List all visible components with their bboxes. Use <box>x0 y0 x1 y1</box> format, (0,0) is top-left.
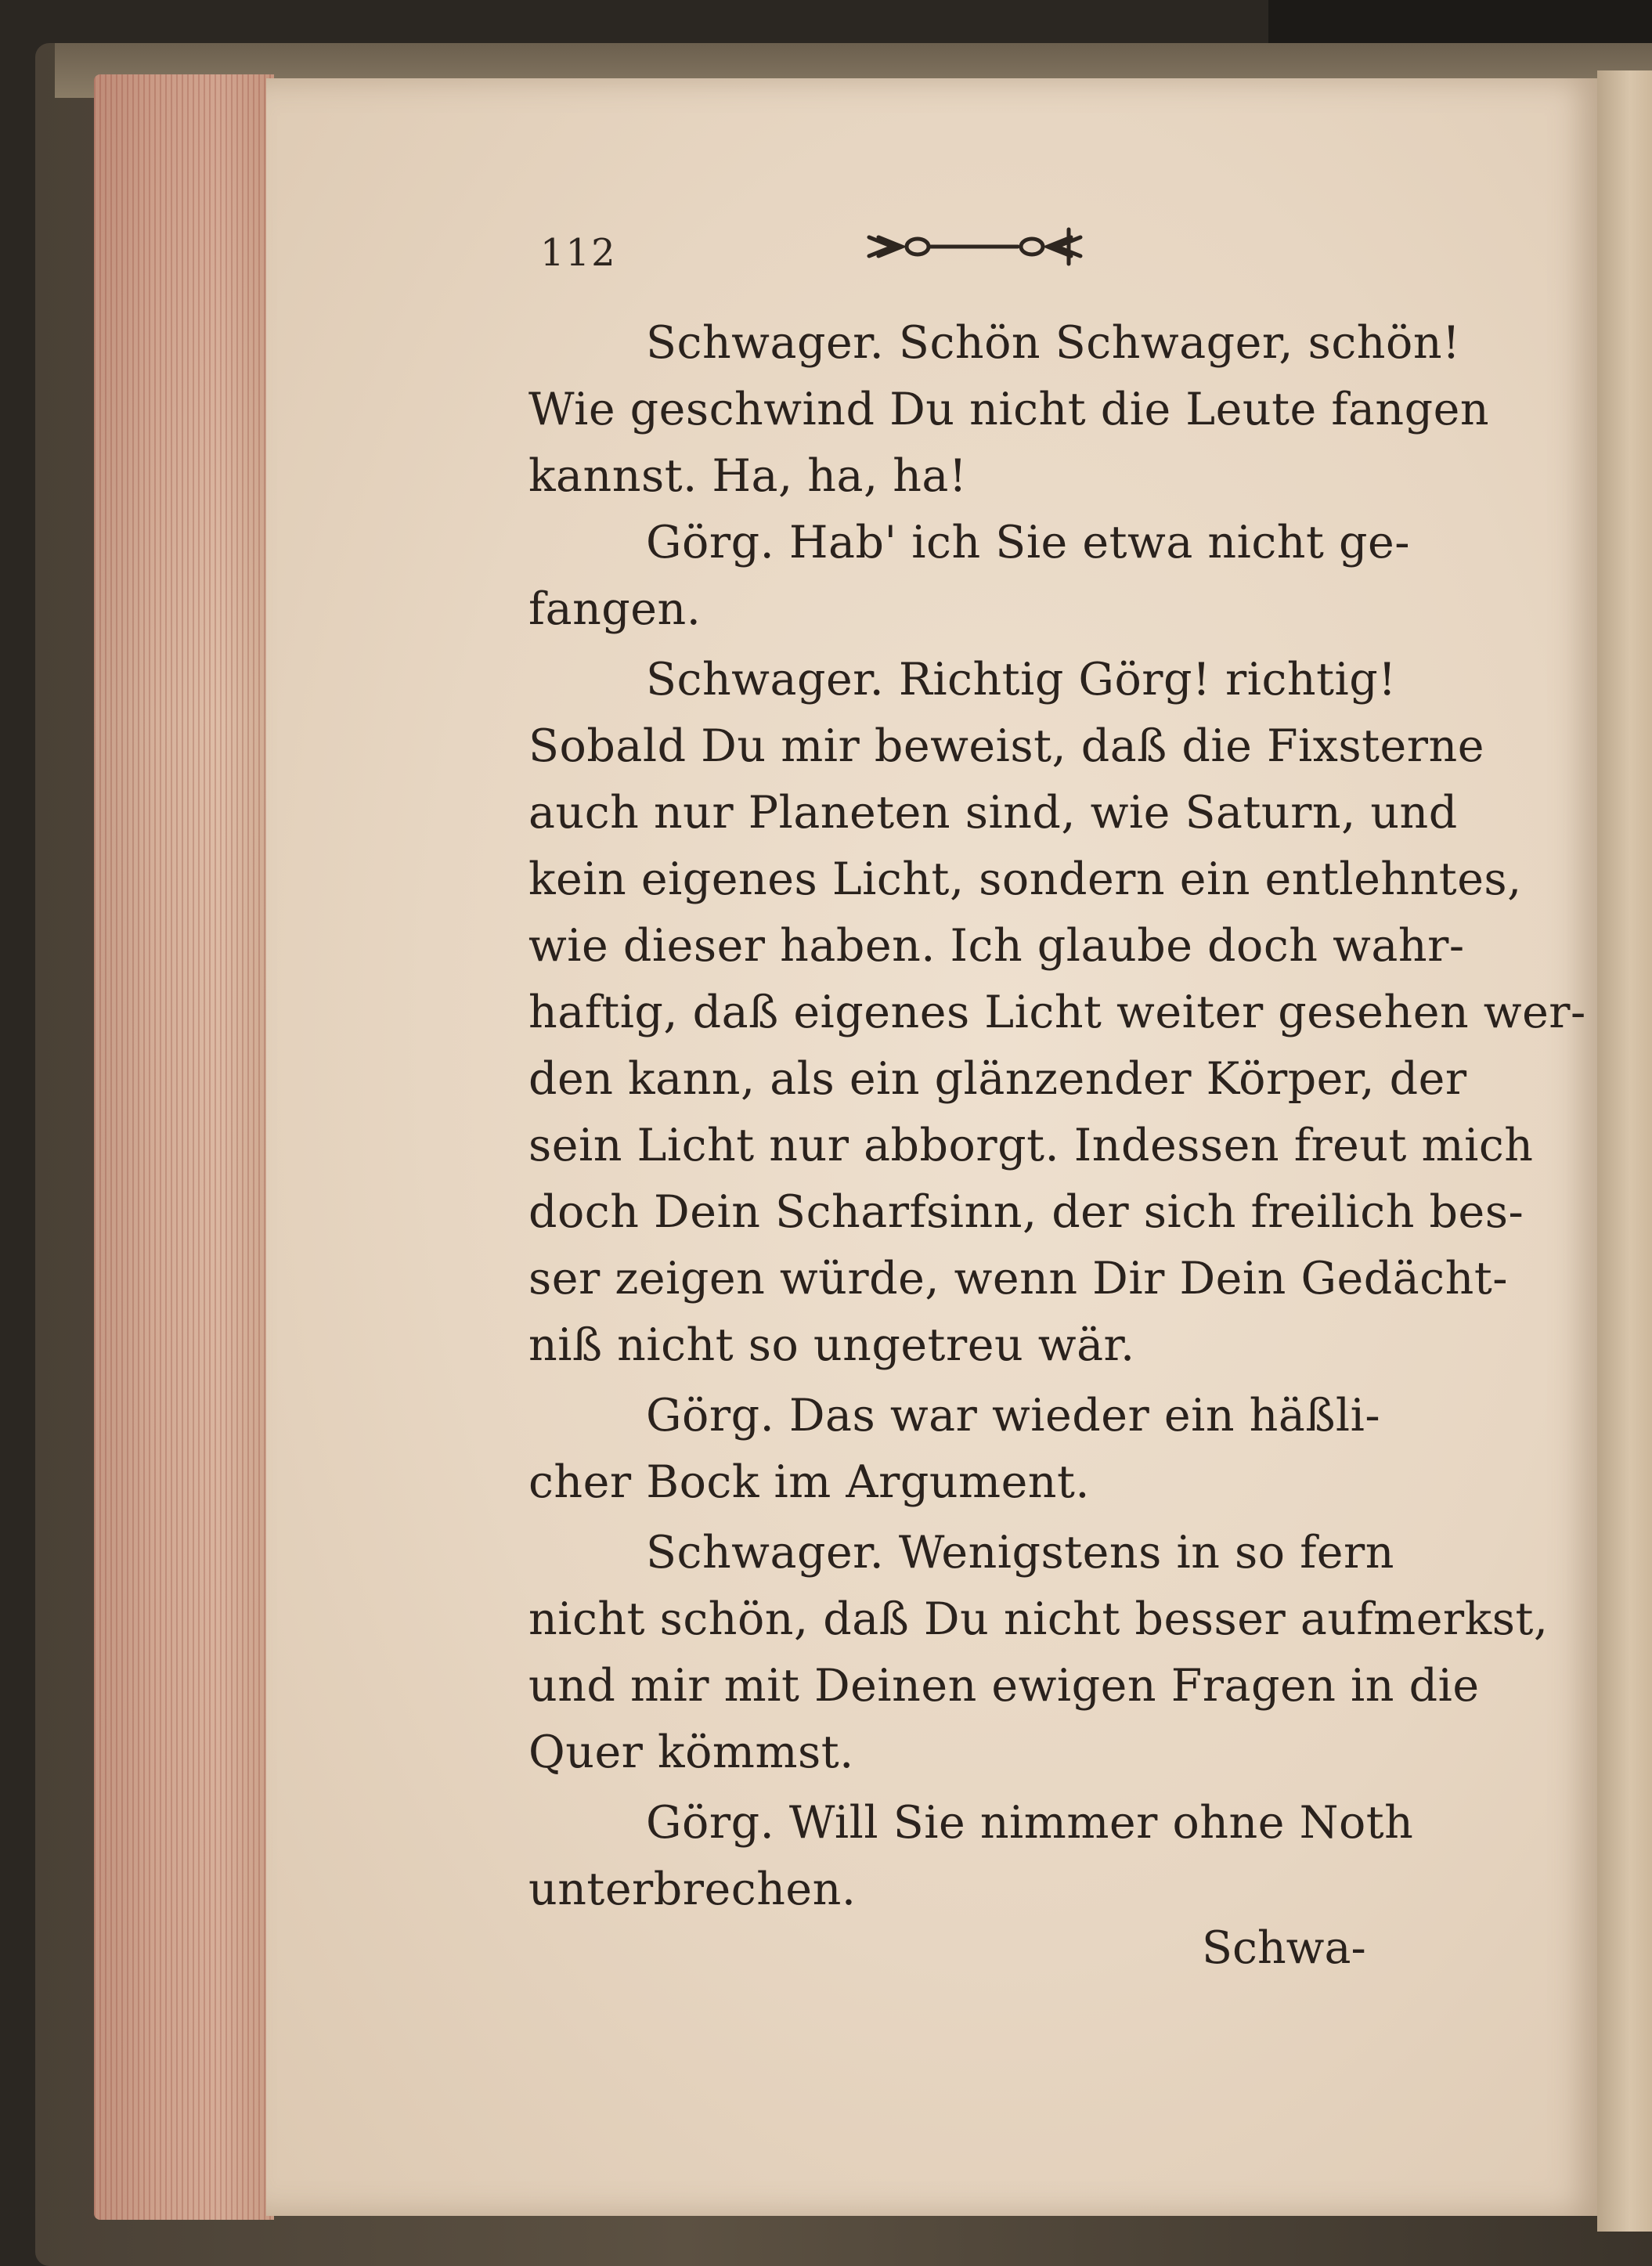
text-line: ser zeigen würde, wenn Dir Dein Gedächt- <box>528 1253 1508 1304</box>
text-line: den kann, als ein glänzender Körper, der <box>528 1053 1467 1105</box>
text-line: unterbrechen. <box>528 1864 857 1915</box>
text-line: cher Bock im Argument. <box>528 1456 1091 1508</box>
text-line: Sobald Du mir beweist, daß die Fixsterne <box>528 720 1484 772</box>
text-line: kein eigenes Licht, sondern ein entlehntes, <box>528 853 1522 905</box>
text-line: kannst. Ha, ha, ha! <box>528 450 968 502</box>
page-stack-stain <box>94 74 274 2220</box>
text-line: niß nicht so ungetreu wär. <box>528 1319 1135 1371</box>
text-line: wie dieser haben. Ich glaube doch wahr- <box>528 920 1465 972</box>
text-line: Quer kömmst. <box>528 1727 854 1778</box>
text-line: haftig, daß eigenes Licht weiter gesehen wer- <box>528 987 1586 1038</box>
text-line: Görg. Hab' ich Sie etwa nicht ge- <box>646 517 1411 568</box>
text-line: Görg. Will Sie nimmer ohne Noth <box>646 1797 1414 1849</box>
text-line: sein Licht nur abborgt. Indessen freut mich <box>528 1120 1534 1171</box>
text-line: fangen. <box>528 583 702 635</box>
text-line: nicht schön, daß Du nicht besser aufmerkst, <box>528 1593 1549 1645</box>
text-line: Schwager. Richtig Görg! richtig! <box>646 654 1397 705</box>
text-line: Schwager. Wenigstens in so fern <box>646 1527 1394 1579</box>
text-line: Görg. Das war wieder ein häßli- <box>646 1390 1381 1442</box>
text-line: Schwager. Schön Schwager, schön! <box>646 317 1461 369</box>
catchword: Schwa- <box>1202 1922 1366 1974</box>
text-line: doch Dein Scharfsinn, der sich freilich bes- <box>528 1186 1524 1238</box>
text-line: und mir mit Deinen ewigen Fragen in die <box>528 1660 1480 1712</box>
page-number: 112 <box>540 231 617 275</box>
next-page-gutter <box>1597 70 1652 2232</box>
header-ornament-icon <box>861 223 1088 270</box>
text-line: Wie geschwind Du nicht die Leute fangen <box>528 384 1490 435</box>
text-line: auch nur Planeten sind, wie Saturn, und <box>528 787 1458 839</box>
